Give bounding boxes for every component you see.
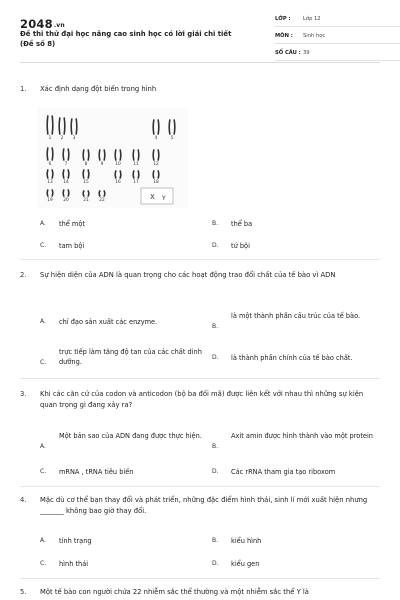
chromosome bbox=[115, 150, 116, 160]
option-letter: A. bbox=[40, 220, 46, 227]
option-text: tứ bội bbox=[231, 242, 250, 250]
chromosome bbox=[158, 171, 159, 178]
chromosome bbox=[47, 190, 48, 196]
chromosome bbox=[52, 190, 53, 196]
question-1 bbox=[20, 84, 380, 94]
exam-title: Đề thi thử đại học nâng cao sinh học có lời giải chi tiết (Đề số 8) bbox=[20, 30, 232, 48]
divider bbox=[20, 378, 380, 379]
option-letter: B. bbox=[212, 443, 219, 450]
chromosome bbox=[115, 171, 116, 178]
chromosome-number: 21 bbox=[83, 198, 89, 203]
option-letter: A. bbox=[40, 443, 46, 450]
question-4 bbox=[20, 495, 380, 517]
chromosome-number: 18 bbox=[153, 180, 159, 185]
chromosome-number: 9 bbox=[100, 162, 104, 167]
chromosome bbox=[153, 120, 154, 134]
option-text: mRNA , tRNA tiêu biến bbox=[59, 468, 134, 476]
chromosome-number: 20 bbox=[63, 198, 69, 203]
option-letter: C. bbox=[40, 468, 47, 475]
question-text: Mặc dù cơ thể bạn thay đổi và phát triển, những đặc điểm hình thái, sinh lí mới xuất hiện nhưng _______ không bao giờ thay đổi. bbox=[40, 496, 368, 515]
chromosome bbox=[88, 191, 89, 196]
option-letter: B. bbox=[212, 537, 219, 544]
option-text: Các rRNA tham gia tạo riboxom bbox=[231, 468, 336, 476]
chromosome bbox=[104, 150, 105, 160]
option-letter: C. bbox=[40, 359, 47, 366]
chromosome bbox=[138, 171, 139, 178]
chromosome-number: 7 bbox=[64, 162, 68, 167]
question-number: 2. bbox=[20, 271, 27, 279]
option-text: trực tiếp làm tăng độ tan của các chất dinh dưỡng. bbox=[59, 348, 202, 366]
option-text: thể một bbox=[59, 220, 85, 228]
chromosome bbox=[47, 170, 48, 178]
option-text: hình thái bbox=[59, 560, 89, 568]
chromosome-number: 5 bbox=[170, 136, 174, 141]
exam-meta bbox=[275, 14, 400, 65]
chromosome bbox=[133, 171, 134, 178]
chromosome-number: 15 bbox=[83, 180, 89, 185]
chromosome bbox=[138, 150, 139, 160]
meta-row-count bbox=[275, 48, 400, 61]
option-letter: C. bbox=[40, 560, 47, 567]
chromosome-number: 4 bbox=[154, 136, 158, 141]
chromosome bbox=[47, 148, 48, 160]
chromosome bbox=[99, 191, 100, 196]
site-logo[interactable]: 2048.vn bbox=[20, 17, 65, 31]
chromosome bbox=[68, 170, 69, 178]
chromosome bbox=[174, 120, 175, 134]
chromosome bbox=[99, 150, 100, 160]
chromosome bbox=[120, 171, 121, 178]
chromosome-number: 16 bbox=[115, 180, 121, 185]
option-letter: D. bbox=[212, 560, 219, 567]
chromosome bbox=[52, 148, 53, 160]
divider bbox=[20, 259, 380, 260]
chromosome bbox=[59, 118, 60, 134]
chromosome bbox=[64, 118, 65, 134]
option-letter: D. bbox=[212, 468, 219, 475]
chromosome bbox=[88, 150, 89, 160]
question-text: Sự hiện diện của ADN là quan trọng cho các hoạt động trao đổi chất của tế bào vì ADN bbox=[40, 271, 336, 279]
option-letter: B. bbox=[212, 323, 219, 330]
chromosome bbox=[133, 150, 134, 160]
chromosome bbox=[68, 190, 69, 196]
option-letter: A. bbox=[40, 537, 46, 544]
option-letter: A. bbox=[40, 318, 46, 325]
meta-row-class bbox=[275, 14, 400, 27]
karyotype-image bbox=[38, 108, 188, 208]
chromosome-number: 3 bbox=[72, 136, 76, 141]
option-text: thể ba bbox=[231, 220, 253, 228]
chromosome bbox=[169, 120, 170, 134]
option-text: tính trạng bbox=[59, 537, 92, 545]
meta-row-subject bbox=[275, 31, 400, 44]
option-letter: D. bbox=[212, 354, 219, 361]
divider bbox=[20, 578, 380, 579]
question-number: 5. bbox=[20, 588, 27, 596]
chromosome-number: 19 bbox=[47, 198, 53, 203]
chromosome bbox=[71, 119, 72, 134]
chromosome bbox=[153, 171, 154, 178]
chromosome bbox=[104, 191, 105, 196]
chromosome bbox=[88, 170, 89, 178]
chromosome bbox=[158, 120, 159, 134]
meta-value: 39 bbox=[303, 50, 310, 56]
chromosome bbox=[68, 149, 69, 160]
question-number: 4. bbox=[20, 496, 27, 504]
meta-label: SỐ CÂU : bbox=[275, 50, 301, 56]
chromosome bbox=[63, 170, 64, 178]
question-text: Xác định dạng đột biến trong hình bbox=[40, 85, 157, 93]
chromosome bbox=[52, 116, 53, 134]
option-text: là thành phần chính của tế bào chất. bbox=[231, 354, 353, 362]
option-text: tam bội bbox=[59, 242, 85, 250]
option-text: chỉ đạo sản xuất các enzyme. bbox=[59, 318, 158, 326]
question-text: Khi các căn cứ của codon và anticodon (bộ ba đối mã) được liên kết với nhau thì những sự kiện quan trọng gì đang xảy ra? bbox=[40, 390, 364, 409]
question-text: Một tế bào con người chứa 22 nhiễm sắc thể thường và một nhiễm sắc thể Y là bbox=[40, 588, 309, 596]
page-header bbox=[20, 0, 380, 63]
option-text: Một bản sao của ADN đang được thực hiện. bbox=[59, 432, 202, 440]
option-text: là một thành phần cấu trúc của tế bào. bbox=[231, 312, 361, 320]
chromosome bbox=[47, 116, 48, 134]
meta-value: Lớp 12 bbox=[303, 16, 321, 22]
question-5 bbox=[20, 587, 380, 598]
chromosome-number: 11 bbox=[133, 162, 139, 167]
chromosome bbox=[83, 150, 84, 160]
chromosome bbox=[76, 119, 77, 134]
divider bbox=[20, 486, 380, 487]
meta-value: Sinh học bbox=[303, 33, 326, 39]
chromosome-number: 17 bbox=[133, 180, 139, 185]
chromosome bbox=[63, 149, 64, 160]
option-letter: C. bbox=[40, 242, 47, 249]
chromosome-number: 13 bbox=[47, 180, 53, 185]
chromosome bbox=[120, 150, 121, 160]
chromosome-number: 22 bbox=[99, 198, 105, 203]
option-text: kiểu gen bbox=[231, 560, 260, 568]
chromosome bbox=[63, 190, 64, 196]
chromosome bbox=[158, 150, 159, 160]
question-number: 1. bbox=[20, 85, 27, 93]
option-text: kiểu hình bbox=[231, 537, 262, 545]
chromosome-number: 1 bbox=[48, 136, 52, 141]
meta-label: LỚP : bbox=[275, 16, 291, 22]
option-letter: B. bbox=[212, 220, 219, 227]
chromosome-number: 10 bbox=[115, 162, 121, 167]
question-2 bbox=[20, 270, 380, 292]
chromosome-number: 2 bbox=[60, 136, 64, 141]
chromosome-number: 14 bbox=[63, 180, 69, 185]
meta-label: MÔN : bbox=[275, 33, 293, 39]
sex-chromosome-label-y: Y bbox=[162, 195, 166, 202]
option-letter: D. bbox=[212, 242, 219, 249]
chromosome-number: 6 bbox=[48, 162, 52, 167]
chromosome bbox=[52, 170, 53, 178]
chromosome bbox=[83, 191, 84, 196]
chromosome bbox=[83, 170, 84, 178]
chromosome-number: 8 bbox=[84, 162, 88, 167]
question-number: 3. bbox=[20, 390, 27, 398]
chromosome-number: 12 bbox=[153, 162, 159, 167]
chromosome bbox=[153, 150, 154, 160]
sex-chromosome-label-x: X bbox=[150, 193, 155, 201]
question-3 bbox=[20, 389, 380, 411]
option-text: Axit amin được hình thành vào một protein bbox=[231, 432, 373, 440]
